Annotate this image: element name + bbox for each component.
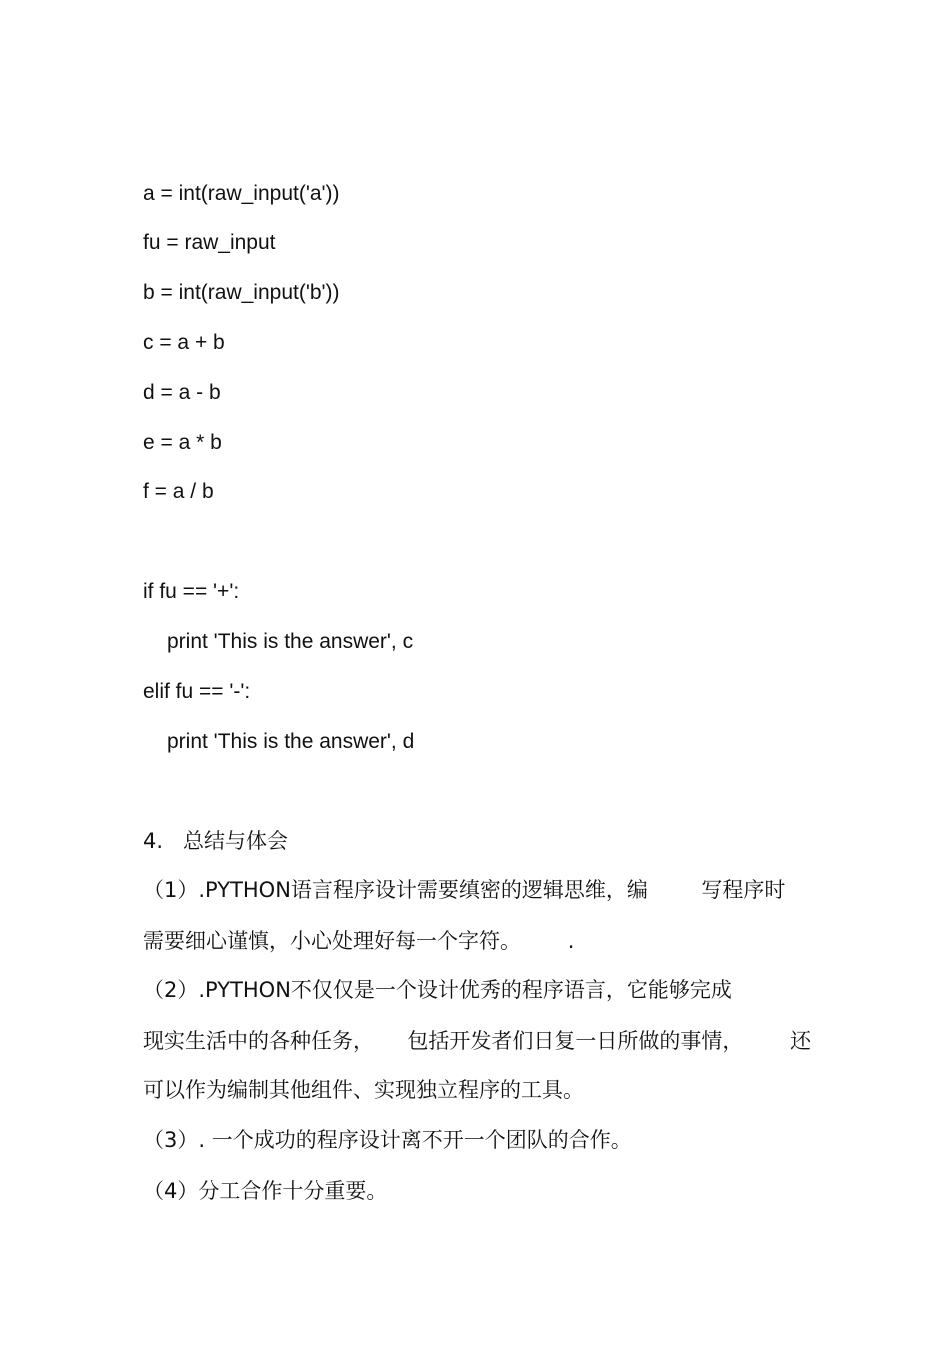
section-heading: 4. 总结与体会 (143, 829, 289, 853)
paragraph-line: 可以作为编制其他组件、实现独立程序的工具。 (143, 1078, 584, 1102)
code-line: e = a * b (143, 431, 222, 454)
paragraph-line: （2）.PYTHON不仅仅是一个设计优秀的程序语言，它能够完成 (143, 978, 732, 1002)
code-line: c = a + b (143, 331, 225, 354)
paragraph-line: （4）分工合作十分重要。 (143, 1179, 388, 1203)
paragraph-line: 需要细心谨慎，小心处理好每一个字符。 . (143, 929, 575, 953)
code-line: b = int(raw_input('b')) (143, 281, 340, 304)
code-line: elif fu == '-': (143, 680, 251, 703)
code-line: fu = raw_input (143, 231, 276, 254)
code-line: a = int(raw_input('a')) (143, 182, 340, 205)
code-line: print 'This is the answer', d (167, 730, 415, 753)
paragraph-line: 现实生活中的各种任务， 包括开发者们日复一日所做的事情， 还 (143, 1029, 812, 1053)
paragraph-line: （3）. 一个成功的程序设计离不开一个团队的合作。 (143, 1128, 632, 1152)
code-line: if fu == '+': (143, 580, 240, 603)
code-line: d = a - b (143, 381, 221, 404)
code-line: print 'This is the answer', c (167, 630, 414, 653)
paragraph-line: （1）.PYTHON语言程序设计需要缜密的逻辑思维，编 写程序时 (143, 878, 786, 902)
code-line: f = a / b (143, 480, 214, 503)
